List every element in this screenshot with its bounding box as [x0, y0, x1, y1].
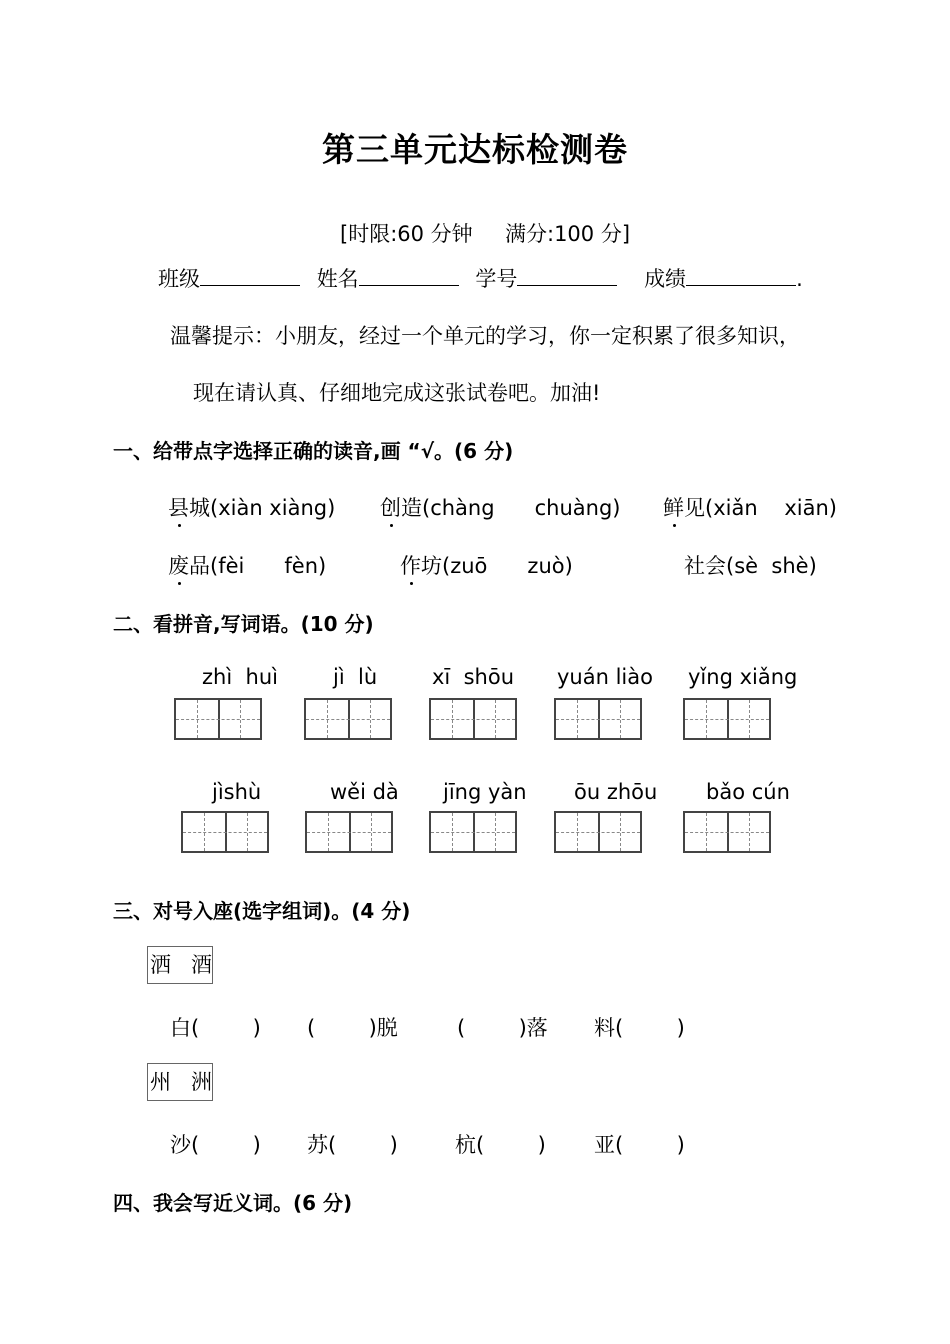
q4-heading: 四、我会写近义词。(6 分): [113, 1191, 353, 1215]
tianzige-box[interactable]: [181, 811, 269, 853]
fill-blank-item[interactable]: 亚( ): [594, 1133, 685, 1157]
number-label: 学号: [475, 267, 518, 291]
name-blank[interactable]: [359, 263, 459, 286]
dotted-char: 鲜: [663, 492, 684, 522]
char-choice-box: 州 洲: [147, 1063, 213, 1101]
tianzige-box[interactable]: [554, 811, 642, 853]
q3-heading: 三、对号入座(选字组词)。(4 分): [113, 899, 411, 923]
q1-item: 鲜见(xiǎn xiān): [663, 492, 837, 522]
tianzige-box[interactable]: [305, 811, 393, 853]
tianzige-box[interactable]: [174, 698, 262, 740]
tianzige-box[interactable]: [304, 698, 392, 740]
fill-blank-item[interactable]: ( )脱: [307, 1016, 398, 1040]
pinyin: jīng yàn: [443, 780, 527, 804]
fill-blank-item[interactable]: 料( ): [594, 1016, 685, 1040]
fill-blank-item[interactable]: 杭( ): [455, 1133, 546, 1157]
q1-item: 县城(xiàn xiàng): [168, 492, 335, 522]
name-label: 姓名: [316, 267, 359, 291]
q1-item: 废品(fèi fèn): [168, 550, 326, 580]
tianzige-box[interactable]: [429, 698, 517, 740]
time-limit: [时限:60 分钟: [340, 222, 473, 246]
dotted-char: 创: [380, 492, 401, 522]
fill-blank-item[interactable]: 沙( ): [170, 1133, 261, 1157]
pinyin: jìshù: [212, 780, 262, 804]
tip-line-2: 现在请认真、仔细地完成这张试卷吧。加油!: [193, 381, 601, 405]
tianzige-box[interactable]: [554, 698, 642, 740]
tianzige-box[interactable]: [429, 811, 517, 853]
q1-item: 社会(sè shè): [684, 554, 817, 578]
pinyin: yǐng xiǎng: [688, 665, 798, 689]
pinyin: ōu zhōu: [574, 780, 658, 804]
tip-line-1: 温馨提示：小朋友，经过一个单元的学习，你一定积累了很多知识，: [170, 324, 800, 348]
score-blank[interactable]: [686, 263, 796, 286]
score-label: 成绩: [644, 267, 687, 291]
pinyin: zhì huì: [202, 665, 278, 689]
dotted-char: 废: [168, 550, 189, 580]
fill-blank-item[interactable]: ( )落: [457, 1016, 548, 1040]
full-score: 满分:100 分]: [505, 222, 631, 246]
class-label: 班级: [158, 267, 200, 291]
q1-item: 作坊(zuō zuò): [400, 550, 573, 580]
dotted-char: 作: [400, 550, 421, 580]
q1-heading: 一、给带点字选择正确的读音,画 “√。(6 分): [113, 439, 514, 463]
page-title: 第三单元达标检测卷: [322, 130, 628, 169]
number-blank[interactable]: [517, 263, 617, 286]
dotted-char: 县: [168, 492, 189, 522]
tianzige-box[interactable]: [683, 698, 771, 740]
class-blank[interactable]: [200, 263, 300, 286]
fill-blank-item[interactable]: 白( ): [170, 1016, 261, 1040]
char-choice-box: 洒 酒: [147, 946, 213, 984]
pinyin: wěi dà: [330, 780, 399, 804]
fill-blank-item[interactable]: 苏( ): [307, 1133, 398, 1157]
student-info: [158, 263, 803, 293]
pinyin: jì lù: [333, 665, 378, 689]
q1-item: 创造(chàng chuàng): [380, 492, 620, 522]
pinyin: yuán liào: [557, 665, 653, 689]
end-mark: .: [796, 267, 803, 291]
pinyin: xī shōu: [432, 665, 515, 689]
pinyin: bǎo cún: [706, 780, 790, 804]
tianzige-box[interactable]: [683, 811, 771, 853]
q2-heading: 二、看拼音,写词语。(10 分): [113, 612, 374, 636]
